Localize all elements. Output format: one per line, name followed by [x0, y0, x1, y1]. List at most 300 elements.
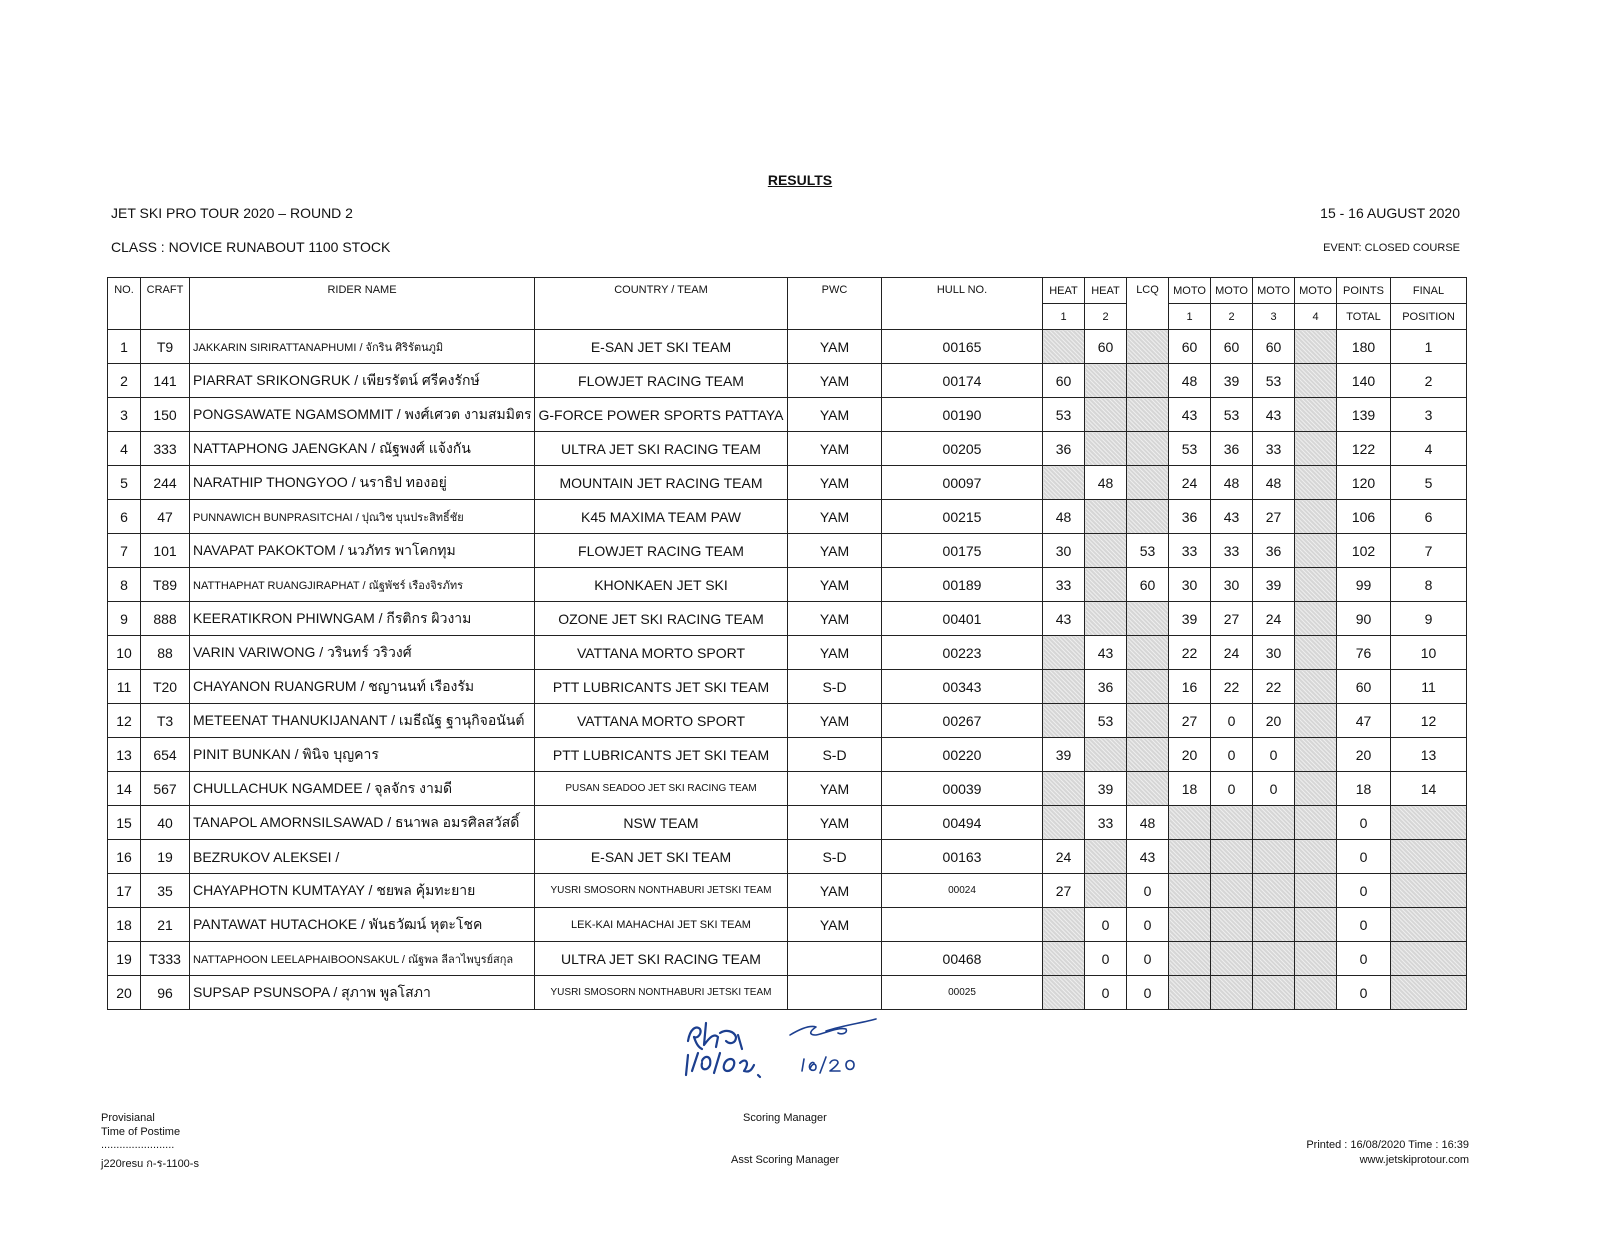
cell-hull: 00468 — [882, 942, 1043, 976]
cell-moto1 — [1169, 806, 1211, 840]
table-row — [108, 330, 1467, 364]
cell-hull: 00165 — [882, 330, 1043, 364]
cell-points-total: 20 — [1337, 738, 1391, 772]
cell-no: 15 — [108, 806, 141, 840]
cell-heat1 — [1043, 670, 1085, 704]
cell-points-total: 0 — [1337, 806, 1391, 840]
cell-no: 9 — [108, 602, 141, 636]
cell-heat2: 36 — [1085, 670, 1127, 704]
cell-points-total: 76 — [1337, 636, 1391, 670]
cell-pwc: YAM — [788, 466, 882, 500]
cell-moto3: 27 — [1253, 500, 1295, 534]
cell-heat2 — [1085, 398, 1127, 432]
cell-pwc: YAM — [788, 874, 882, 908]
cell-final-position: 10 — [1391, 636, 1467, 670]
cell-final-position: 8 — [1391, 568, 1467, 602]
cell-heat1 — [1043, 908, 1085, 942]
col-heat1-num: 1 — [1043, 304, 1085, 330]
cell-final-position: 6 — [1391, 500, 1467, 534]
cell-craft: 150 — [141, 398, 190, 432]
cell-moto1 — [1169, 942, 1211, 976]
cell-pwc: YAM — [788, 704, 882, 738]
cell-points-total: 106 — [1337, 500, 1391, 534]
cell-moto1 — [1169, 874, 1211, 908]
cell-team: G-FORCE POWER SPORTS PATTAYA — [535, 398, 788, 432]
cell-hull: 00039 — [882, 772, 1043, 806]
cell-moto2 — [1211, 874, 1253, 908]
cell-team: LEK-KAI MAHACHAI JET SKI TEAM — [535, 908, 788, 942]
cell-heat1 — [1043, 806, 1085, 840]
cell-craft: 40 — [141, 806, 190, 840]
event-type: EVENT: CLOSED COURSE — [1323, 242, 1460, 254]
cell-no: 17 — [108, 874, 141, 908]
cell-moto3: 36 — [1253, 534, 1295, 568]
cell-moto1: 60 — [1169, 330, 1211, 364]
cell-team: NSW TEAM — [535, 806, 788, 840]
table-row — [108, 636, 1467, 670]
table-row — [108, 738, 1467, 772]
cell-heat1: 48 — [1043, 500, 1085, 534]
cell-heat1: 30 — [1043, 534, 1085, 568]
cell-hull: 00189 — [882, 568, 1043, 602]
cell-craft: 888 — [141, 602, 190, 636]
cell-pwc — [788, 976, 882, 1010]
cell-rider-name: TANAPOL AMORNSILSAWAD / ธนาพล อมรศิลสวัสดิ์ — [190, 806, 535, 840]
cell-final-position — [1391, 874, 1467, 908]
cell-no: 11 — [108, 670, 141, 704]
cell-moto3: 53 — [1253, 364, 1295, 398]
cell-pwc: S-D — [788, 670, 882, 704]
cell-moto1: 20 — [1169, 738, 1211, 772]
cell-points-total: 90 — [1337, 602, 1391, 636]
cell-points-total: 60 — [1337, 670, 1391, 704]
cell-moto1: 18 — [1169, 772, 1211, 806]
cell-no: 8 — [108, 568, 141, 602]
cell-craft: T3 — [141, 704, 190, 738]
cell-heat2: 0 — [1085, 976, 1127, 1010]
cell-rider-name: JAKKARIN SIRIRATTANAPHUMI / จักริน ศิริรัตนภูมิ — [190, 330, 535, 364]
cell-moto4 — [1295, 738, 1337, 772]
cell-moto2: 53 — [1211, 398, 1253, 432]
col-final: FINAL — [1391, 278, 1467, 304]
cell-no: 20 — [108, 976, 141, 1010]
cell-heat2 — [1085, 874, 1127, 908]
cell-hull: 00097 — [882, 466, 1043, 500]
cell-craft: 141 — [141, 364, 190, 398]
table-row — [108, 500, 1467, 534]
cell-no: 12 — [108, 704, 141, 738]
cell-moto1 — [1169, 976, 1211, 1010]
event-dates: 15 - 16 AUGUST 2020 — [1320, 205, 1460, 221]
cell-hull: 00223 — [882, 636, 1043, 670]
cell-moto1: 43 — [1169, 398, 1211, 432]
cell-lcq — [1127, 772, 1169, 806]
cell-moto4 — [1295, 670, 1337, 704]
cell-heat2 — [1085, 568, 1127, 602]
cell-pwc: YAM — [788, 398, 882, 432]
cell-heat2: 43 — [1085, 636, 1127, 670]
cell-lcq — [1127, 364, 1169, 398]
col-lcq: LCQ — [1127, 278, 1169, 330]
cell-rider-name: NAVAPAT PAKOKTOM / นวภัทร พาโคกทุม — [190, 534, 535, 568]
cell-heat2 — [1085, 534, 1127, 568]
table-row — [108, 976, 1467, 1010]
cell-lcq — [1127, 636, 1169, 670]
cell-rider-name: NATTAPHOON LEELAPHAIBOONSAKUL / ณัฐพล ลีลาไพบูรย์สกุล — [190, 942, 535, 976]
cell-final-position: 11 — [1391, 670, 1467, 704]
cell-heat2: 0 — [1085, 908, 1127, 942]
cell-moto1: 53 — [1169, 432, 1211, 466]
results-table — [107, 277, 1467, 1010]
cell-points-total: 0 — [1337, 942, 1391, 976]
table-row — [108, 466, 1467, 500]
col-rider-name: RIDER NAME — [190, 278, 535, 330]
cell-final-position: 4 — [1391, 432, 1467, 466]
cell-moto3 — [1253, 908, 1295, 942]
table-row — [108, 602, 1467, 636]
col-moto1-num: 1 — [1169, 304, 1211, 330]
cell-points-total: 0 — [1337, 874, 1391, 908]
cell-lcq: 53 — [1127, 534, 1169, 568]
cell-moto1: 36 — [1169, 500, 1211, 534]
cell-craft: 244 — [141, 466, 190, 500]
cell-pwc: YAM — [788, 568, 882, 602]
cell-no: 6 — [108, 500, 141, 534]
cell-craft: T9 — [141, 330, 190, 364]
cell-rider-name: PIARRAT SRIKONGRUK / เพียรรัตน์ ศรีคงรักษ์ — [190, 364, 535, 398]
cell-heat1: 33 — [1043, 568, 1085, 602]
cell-hull: 00494 — [882, 806, 1043, 840]
cell-team: VATTANA MORTO SPORT — [535, 704, 788, 738]
cell-heat1: 27 — [1043, 874, 1085, 908]
cell-moto2: 36 — [1211, 432, 1253, 466]
cell-lcq — [1127, 398, 1169, 432]
col-final-position: POSITION — [1391, 304, 1467, 330]
cell-lcq — [1127, 432, 1169, 466]
table-row — [108, 670, 1467, 704]
cell-moto1: 39 — [1169, 602, 1211, 636]
cell-moto4 — [1295, 466, 1337, 500]
cell-lcq — [1127, 466, 1169, 500]
cell-moto4 — [1295, 840, 1337, 874]
cell-final-position: 7 — [1391, 534, 1467, 568]
cell-lcq: 0 — [1127, 976, 1169, 1010]
col-hull: HULL NO. — [882, 278, 1043, 330]
cell-moto3: 48 — [1253, 466, 1295, 500]
cell-lcq — [1127, 704, 1169, 738]
cell-heat1: 36 — [1043, 432, 1085, 466]
cell-team: PUSAN SEADOO JET SKI RACING TEAM — [535, 772, 788, 806]
cell-team: MOUNTAIN JET RACING TEAM — [535, 466, 788, 500]
cell-pwc: YAM — [788, 806, 882, 840]
cell-pwc: YAM — [788, 432, 882, 466]
provisional-label: Provisianal — [101, 1112, 155, 1124]
cell-moto3: 24 — [1253, 602, 1295, 636]
col-heat2: HEAT — [1085, 278, 1127, 304]
cell-moto3: 60 — [1253, 330, 1295, 364]
cell-craft: 47 — [141, 500, 190, 534]
cell-lcq — [1127, 602, 1169, 636]
cell-team: KHONKAEN JET SKI — [535, 568, 788, 602]
cell-heat2 — [1085, 364, 1127, 398]
cell-moto2: 22 — [1211, 670, 1253, 704]
cell-heat1 — [1043, 772, 1085, 806]
asst-scoring-manager-label: Asst Scoring Manager — [731, 1154, 840, 1166]
cell-no: 10 — [108, 636, 141, 670]
cell-team: FLOWJET RACING TEAM — [535, 534, 788, 568]
cell-team: VATTANA MORTO SPORT — [535, 636, 788, 670]
cell-moto3 — [1253, 840, 1295, 874]
col-points: POINTS — [1337, 278, 1391, 304]
cell-moto3: 30 — [1253, 636, 1295, 670]
cell-no: 2 — [108, 364, 141, 398]
cell-heat1 — [1043, 466, 1085, 500]
cell-hull: 00267 — [882, 704, 1043, 738]
cell-no: 14 — [108, 772, 141, 806]
col-pwc: PWC — [788, 278, 882, 330]
cell-team: FLOWJET RACING TEAM — [535, 364, 788, 398]
cell-hull — [882, 908, 1043, 942]
cell-final-position: 13 — [1391, 738, 1467, 772]
cell-moto2: 33 — [1211, 534, 1253, 568]
cell-hull: 00220 — [882, 738, 1043, 772]
cell-craft: 333 — [141, 432, 190, 466]
col-moto2-num: 2 — [1211, 304, 1253, 330]
event-name: JET SKI PRO TOUR 2020 – ROUND 2 — [111, 205, 353, 221]
cell-pwc: YAM — [788, 534, 882, 568]
cell-moto2: 30 — [1211, 568, 1253, 602]
cell-rider-name: NATTAPHONG JAENGKAN / ณัฐพงศ์ แจ้งกัน — [190, 432, 535, 466]
cell-moto4 — [1295, 636, 1337, 670]
cell-final-position — [1391, 942, 1467, 976]
cell-moto3: 0 — [1253, 772, 1295, 806]
cell-moto2: 43 — [1211, 500, 1253, 534]
cell-final-position — [1391, 840, 1467, 874]
cell-rider-name: PINIT BUNKAN / พินิจ บุญคาร — [190, 738, 535, 772]
cell-moto4 — [1295, 942, 1337, 976]
cell-hull: 00024 — [882, 874, 1043, 908]
cell-moto2: 27 — [1211, 602, 1253, 636]
cell-lcq — [1127, 500, 1169, 534]
cell-points-total: 47 — [1337, 704, 1391, 738]
col-moto2: MOTO — [1211, 278, 1253, 304]
cell-heat1 — [1043, 976, 1085, 1010]
cell-moto4 — [1295, 398, 1337, 432]
cell-final-position: 9 — [1391, 602, 1467, 636]
cell-lcq: 0 — [1127, 874, 1169, 908]
cell-heat2 — [1085, 500, 1127, 534]
cell-moto2 — [1211, 840, 1253, 874]
cell-rider-name: PANTAWAT HUTACHOKE / พันธวัฒน์ หุตะโชค — [190, 908, 535, 942]
cell-points-total: 140 — [1337, 364, 1391, 398]
cell-points-total: 122 — [1337, 432, 1391, 466]
cell-rider-name: CHULLACHUK NGAMDEE / จุลจักร งามดี — [190, 772, 535, 806]
cell-rider-name: VARIN VARIWONG / วรินทร์ วริวงศ์ — [190, 636, 535, 670]
cell-moto4 — [1295, 330, 1337, 364]
cell-moto4 — [1295, 874, 1337, 908]
signature-asst-scoring-manager — [786, 1015, 886, 1075]
col-moto3: MOTO — [1253, 278, 1295, 304]
cell-moto3: 43 — [1253, 398, 1295, 432]
cell-moto1: 16 — [1169, 670, 1211, 704]
cell-no: 13 — [108, 738, 141, 772]
cell-pwc: YAM — [788, 330, 882, 364]
cell-craft: 101 — [141, 534, 190, 568]
table-row — [108, 772, 1467, 806]
cell-points-total: 18 — [1337, 772, 1391, 806]
race-class: CLASS : NOVICE RUNABOUT 1100 STOCK — [111, 239, 391, 255]
cell-pwc: YAM — [788, 500, 882, 534]
cell-points-total: 139 — [1337, 398, 1391, 432]
table-header — [108, 278, 1467, 330]
cell-moto2: 24 — [1211, 636, 1253, 670]
cell-final-position: 3 — [1391, 398, 1467, 432]
cell-no: 3 — [108, 398, 141, 432]
cell-moto2 — [1211, 942, 1253, 976]
cell-moto1: 30 — [1169, 568, 1211, 602]
cell-moto2: 60 — [1211, 330, 1253, 364]
cell-lcq: 0 — [1127, 942, 1169, 976]
table-row — [108, 874, 1467, 908]
cell-heat1: 53 — [1043, 398, 1085, 432]
cell-moto4 — [1295, 500, 1337, 534]
cell-rider-name: CHAYANON RUANGRUM / ชญานนท์ เรืองรัม — [190, 670, 535, 704]
cell-no: 19 — [108, 942, 141, 976]
cell-moto3 — [1253, 806, 1295, 840]
cell-pwc: S-D — [788, 738, 882, 772]
cell-moto3 — [1253, 874, 1295, 908]
cell-points-total: 180 — [1337, 330, 1391, 364]
cell-heat2 — [1085, 840, 1127, 874]
cell-moto3 — [1253, 976, 1295, 1010]
col-points-total: TOTAL — [1337, 304, 1391, 330]
cell-heat1: 60 — [1043, 364, 1085, 398]
cell-moto2: 0 — [1211, 738, 1253, 772]
cell-heat2 — [1085, 738, 1127, 772]
table-row — [108, 568, 1467, 602]
cell-pwc: YAM — [788, 602, 882, 636]
table-row — [108, 806, 1467, 840]
cell-no: 1 — [108, 330, 141, 364]
col-no: NO. — [108, 278, 141, 330]
cell-hull: 00025 — [882, 976, 1043, 1010]
cell-moto1: 24 — [1169, 466, 1211, 500]
cell-rider-name: BEZRUKOV ALEKSEI / — [190, 840, 535, 874]
cell-hull: 00343 — [882, 670, 1043, 704]
cell-heat2 — [1085, 602, 1127, 636]
cell-pwc: YAM — [788, 772, 882, 806]
cell-moto2 — [1211, 806, 1253, 840]
cell-heat1 — [1043, 704, 1085, 738]
cell-final-position: 1 — [1391, 330, 1467, 364]
cell-moto4 — [1295, 534, 1337, 568]
page-title: RESULTS — [767, 172, 833, 188]
cell-moto4 — [1295, 806, 1337, 840]
cell-no: 18 — [108, 908, 141, 942]
cell-pwc: S-D — [788, 840, 882, 874]
cell-rider-name: KEERATIKRON PHIWNGAM / กีรติกร ผิวงาม — [190, 602, 535, 636]
cell-hull: 00175 — [882, 534, 1043, 568]
cell-heat1 — [1043, 330, 1085, 364]
cell-heat1 — [1043, 636, 1085, 670]
cell-craft: T89 — [141, 568, 190, 602]
cell-no: 4 — [108, 432, 141, 466]
document-code: j220resu ก-ร-1100-s — [101, 1158, 199, 1170]
table-body — [108, 330, 1467, 1010]
table-row — [108, 840, 1467, 874]
cell-team: E-SAN JET SKI TEAM — [535, 330, 788, 364]
cell-moto3 — [1253, 942, 1295, 976]
cell-final-position: 5 — [1391, 466, 1467, 500]
table-row — [108, 534, 1467, 568]
cell-team: YUSRI SMOSORN NONTHABURI JETSKI TEAM — [535, 874, 788, 908]
cell-hull: 00163 — [882, 840, 1043, 874]
cell-lcq: 60 — [1127, 568, 1169, 602]
cell-no: 5 — [108, 466, 141, 500]
cell-craft: 35 — [141, 874, 190, 908]
cell-team: ULTRA JET SKI RACING TEAM — [535, 432, 788, 466]
cell-lcq — [1127, 738, 1169, 772]
cell-heat1: 24 — [1043, 840, 1085, 874]
cell-moto4 — [1295, 432, 1337, 466]
cell-craft: 19 — [141, 840, 190, 874]
cell-lcq: 0 — [1127, 908, 1169, 942]
cell-hull: 00174 — [882, 364, 1043, 398]
cell-moto1: 33 — [1169, 534, 1211, 568]
cell-final-position — [1391, 908, 1467, 942]
table-row — [108, 364, 1467, 398]
cell-moto1: 48 — [1169, 364, 1211, 398]
dotted-line: ........................ — [101, 1139, 175, 1151]
cell-lcq — [1127, 330, 1169, 364]
cell-pwc — [788, 942, 882, 976]
cell-moto1 — [1169, 908, 1211, 942]
cell-heat2: 53 — [1085, 704, 1127, 738]
cell-moto1: 22 — [1169, 636, 1211, 670]
cell-heat2: 39 — [1085, 772, 1127, 806]
table-row — [108, 942, 1467, 976]
cell-moto4 — [1295, 772, 1337, 806]
cell-hull: 00401 — [882, 602, 1043, 636]
cell-team: E-SAN JET SKI TEAM — [535, 840, 788, 874]
cell-moto3: 0 — [1253, 738, 1295, 772]
cell-points-total: 102 — [1337, 534, 1391, 568]
table-row — [108, 398, 1467, 432]
cell-heat2: 0 — [1085, 942, 1127, 976]
cell-team: PTT LUBRICANTS JET SKI TEAM — [535, 738, 788, 772]
time-of-postime-label: Time of Postime — [101, 1126, 181, 1138]
cell-rider-name: METEENAT THANUKIJANANT / เมธีณัฐ ฐานุกิจอนันต์ — [190, 704, 535, 738]
cell-moto1 — [1169, 840, 1211, 874]
cell-pwc: YAM — [788, 636, 882, 670]
table-row — [108, 908, 1467, 942]
cell-lcq — [1127, 670, 1169, 704]
cell-points-total: 0 — [1337, 840, 1391, 874]
col-moto4-num: 4 — [1295, 304, 1337, 330]
cell-craft: 654 — [141, 738, 190, 772]
cell-moto2: 0 — [1211, 704, 1253, 738]
scoring-manager-label: Scoring Manager — [743, 1112, 827, 1124]
cell-craft: T20 — [141, 670, 190, 704]
cell-moto2: 48 — [1211, 466, 1253, 500]
cell-hull: 00190 — [882, 398, 1043, 432]
cell-craft: 21 — [141, 908, 190, 942]
cell-moto2: 39 — [1211, 364, 1253, 398]
cell-pwc: YAM — [788, 364, 882, 398]
cell-rider-name: PUNNAWICH BUNPRASITCHAI / ปุณวิช บุนประสิทธิ์ชัย — [190, 500, 535, 534]
cell-moto2: 0 — [1211, 772, 1253, 806]
cell-heat2 — [1085, 432, 1127, 466]
